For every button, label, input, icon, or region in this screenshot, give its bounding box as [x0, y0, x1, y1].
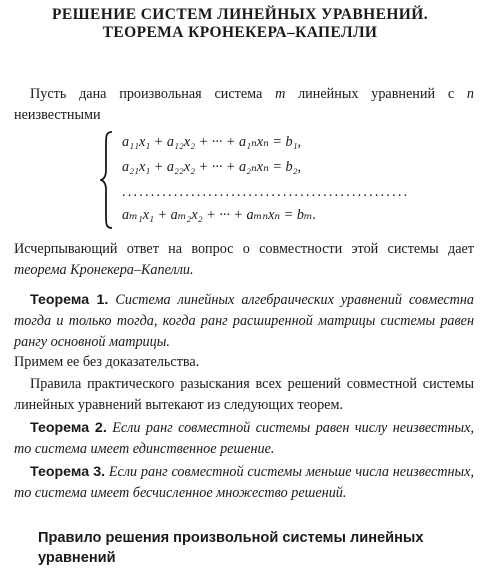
answer-text: Исчерпывающий ответ на вопрос о совместности этой системы дает: [14, 241, 474, 257]
page-title-line2: ТЕОРЕМА КРОНЕКЕРА–КАПЕЛЛИ: [102, 24, 378, 41]
equation-row-1: a₁₁x₁ + a₁₂x₂ + ··· + a₁ₙxₙ = b₁,: [122, 134, 302, 150]
equation-row-2: a₂₁x₁ + a₂₂x₂ + ··· + a₂ₙxₙ = b₂,: [122, 159, 302, 175]
theorem-3-label: Теорема 3.: [30, 464, 106, 480]
theorem-2-label: Теорема 2.: [30, 420, 107, 436]
page-title-line1: РЕШЕНИЕ СИСТЕМ ЛИНЕЙНЫХ УРАВНЕНИЙ.: [52, 6, 428, 23]
intro-text-3: неизвестными: [14, 107, 101, 123]
accept-paragraph: Примем ее без доказательства.: [14, 354, 200, 370]
theorem-1-label: Теорема 1.: [30, 292, 109, 308]
theorem-2: [14, 418, 474, 460]
equation-row-dots: ..................................................: [122, 184, 410, 200]
intro-text-1: Пусть дана произвольная система: [30, 86, 276, 102]
left-brace-icon: [100, 130, 114, 230]
theorem-2-text: Если ранг совместной системы равен числу неизвестных, то система имеет единственное решение.: [14, 420, 474, 457]
rules-paragraph: Правила практического разыскания всех решений совместной системы линейных уравнений вытекают из следующих теорем.: [14, 376, 474, 413]
equation-system: [100, 130, 410, 230]
theorem-1-text: Система линейных алгебраических уравнений совместна тогда и только тогда, когда ранг расширенной матрицы системы равен рангу основной матрицы.: [14, 292, 474, 350]
theorem-3-text: Если ранг совместной системы меньше числа неизвестных, то система имеет бесчисленное множество решений.: [14, 464, 475, 501]
answer-paragraph: [14, 239, 474, 281]
var-n: n: [466, 86, 474, 102]
answer-emphasis: теорема Кронекера–Капелли.: [14, 262, 194, 278]
intro-text-2: линейных уравнений с: [285, 86, 467, 102]
section-heading: Правило решения произвольной системы линейных уравнений: [38, 530, 424, 566]
theorem-3: [14, 462, 474, 504]
equation-row-m: aₘ₁x₁ + aₘ₂x₂ + ··· + aₘₙxₙ = bₘ.: [122, 207, 317, 223]
var-m: m: [275, 86, 286, 102]
theorem-1: [14, 290, 474, 353]
intro-paragraph: [14, 84, 474, 126]
